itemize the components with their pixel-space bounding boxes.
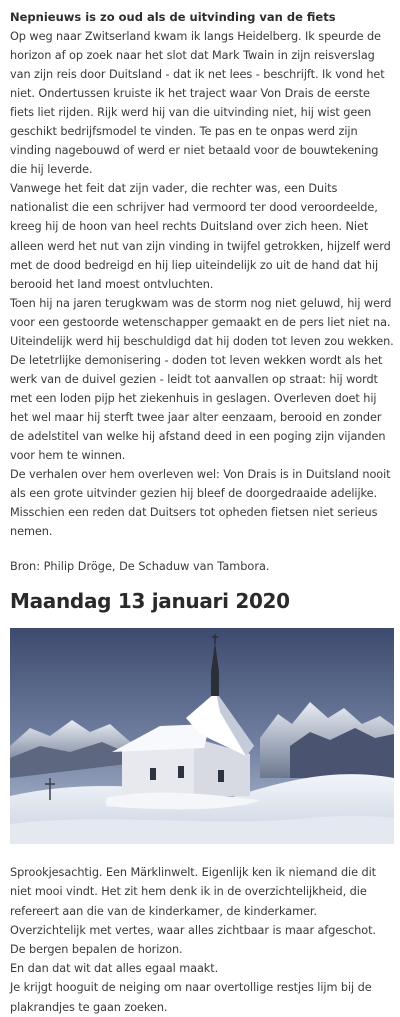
article-paragraph-2: Vanwege het feit dat zijn vader, die rechter was, een Duits nationalist die een schrijver had vermoord ter dood veroordeelde, kreeg hij de hoon van heel rechts Duitsland over zich heen. Niet alleen werd het nut van zijn vinding in twijfel getrokken, hijzelf werd met de dood bedreigd en hij liep uiteindelijk zo uit de hand dat hij berooid het land moest ontvluchten. bbox=[10, 182, 391, 291]
post-paragraph-3: Je krijgt hooguit de neiging om naar overtollige restjes lijm bij de plakrandjes te gaan zoeken. bbox=[10, 981, 372, 1014]
article-paragraph-4: De letetrlijke demonisering - doden tot leven wekken wordt als het werk van de duivel gezien - leidt tot aanvallen op straat: hij wordt met een loden pijp het ziekenhuis in geslagen. Overleven doet hij het wel maar hij sterft twee jaar alter eenzaam, berooid en zonder de adelstitel van welke hij afstand deed in een poging zijn vijanden voor hem te winnen. bbox=[10, 353, 386, 463]
article-paragraph-3: Toen hij na jaren terugkwam was de storm nog niet geluwd, hij werd voor een gestoorde wetenschapper gemaakt en de pers liet niet na. Uiteindelijk werd hij beschuldigd dat hij doden tot leven zou wekken. bbox=[10, 296, 394, 348]
article-paragraph-5: De verhalen over hem overleven wel: Von Drais is in Duitsland nooit als een grote uitvinder gezien hij bleef de doorgedraaide adelijke. Misschien een reden dat Duitsers tot opheden fietsen niet serieus nemen. bbox=[10, 468, 391, 539]
post-paragraph-2: En dan dat wit dat alles egaal maakt. bbox=[10, 962, 219, 976]
snowy-chapel-photo bbox=[10, 628, 394, 844]
post-paragraph-1: Sprookjesachtig. Een Märklinwelt. Eigenlijk ken ik niemand die dit niet mooi vindt. Het zit hem denk ik in de overzichtelijkheid, die refereert aan die van de kinderkamer, de kinderkamer. Overzichtelijk met vertes, waar alles zichtbaar is maar afgeschot. De bergen bepalen de horizon. bbox=[10, 866, 376, 957]
article-title: Nepnieuws is zo oud als de uitvinding van de fiets bbox=[10, 10, 336, 24]
source-citation: Bron: Philip Dröge, De Schaduw van Tambora. bbox=[10, 560, 270, 574]
post-date-heading: Maandag 13 januari 2020 bbox=[10, 589, 290, 614]
blog-content bbox=[10, 8, 394, 1017]
article-paragraph-1: Op weg naar Zwitserland kwam ik langs Heidelberg. Ik speurde de horizon af op zoek naar het slot dat Mark Twain in zijn reisverslag van zijn reis door Duitsland - dat ik net lees - beschrijft. Ik vond het niet. Ondertussen kruiste ik het traject waar Von Drais de eerste fiets liet rijden. Rijk werd hij van die uitvinding niet, hij wist geen geschikt bedrijfsmodel te vinden. Te pas en te onpas werd zijn vinding nagebouwd of werd er niet betaald voor de bouwtekening die hij leverde. bbox=[10, 30, 385, 177]
